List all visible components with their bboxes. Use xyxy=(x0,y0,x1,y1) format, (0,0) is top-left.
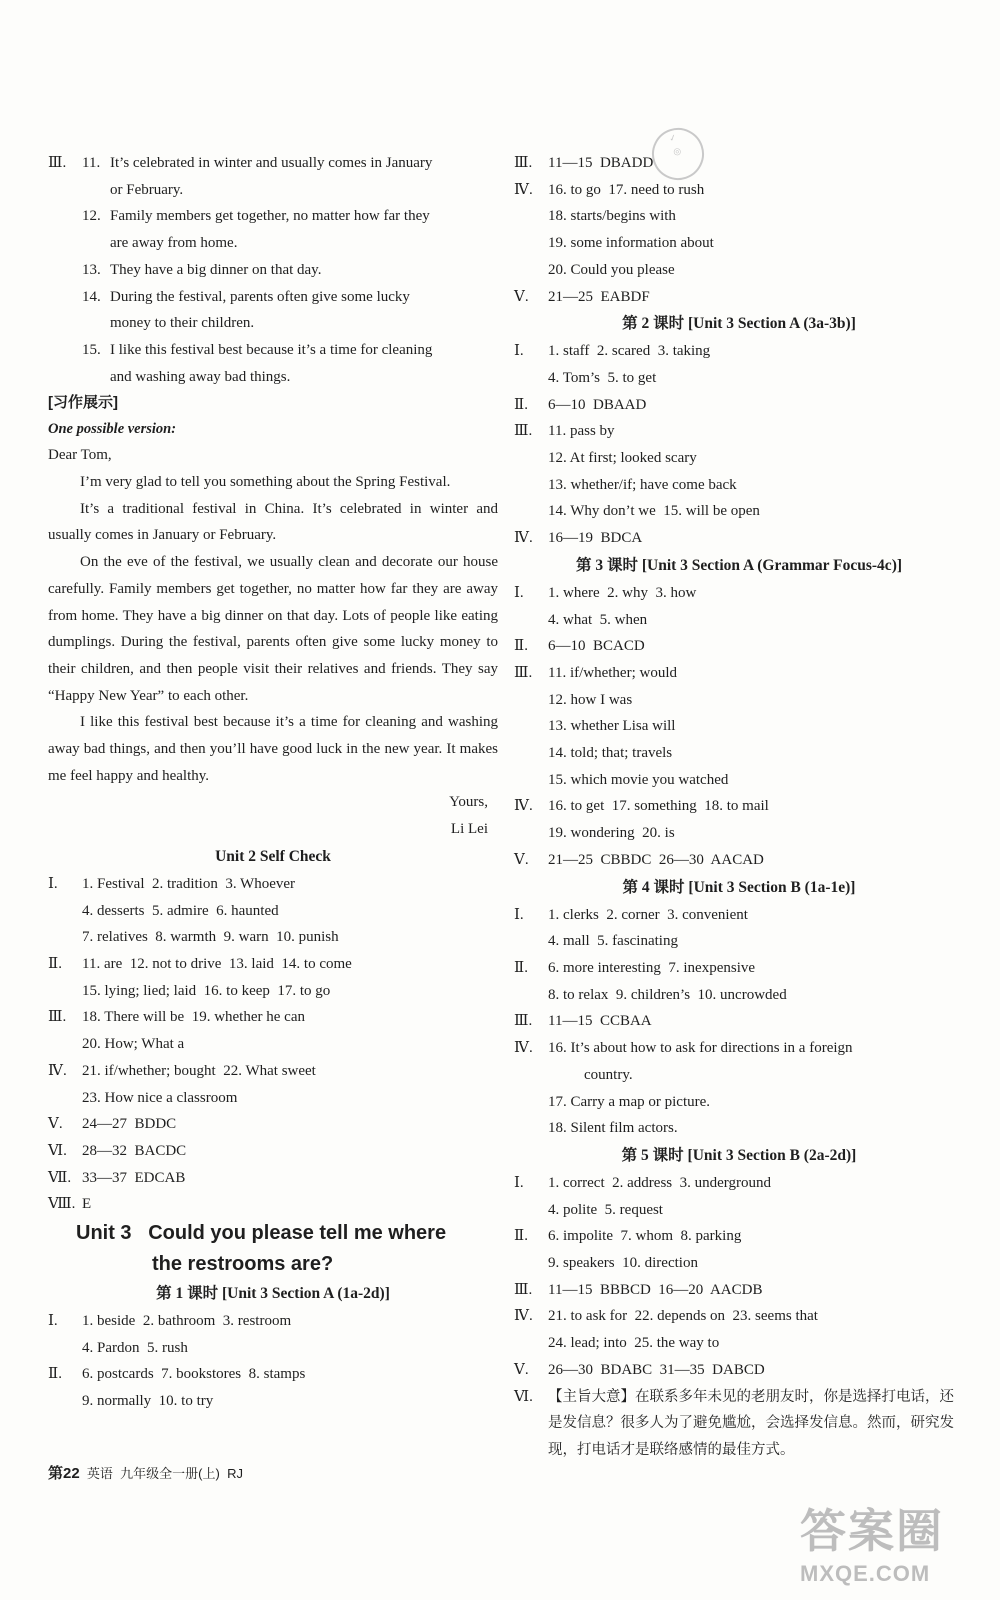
section-3-answers: Ⅲ. 11. It’s celebrated in winter and usually comes in January or February. 12. Family members get together, no matter how far they are away from home. 13. They have a big dinner on that day. 14. During the festival, parents often give some lucky money to their children. 15. I like this festival best because it’s a time for cleaning and washing away bad things. xyxy=(48,150,498,390)
letter-signature: Li Lei xyxy=(450,821,488,838)
left-column xyxy=(48,150,498,1415)
lesson-2-answers: Ⅰ. 1. staff 2. scared 3. taking 4. Tom’s 5. to get Ⅱ. 6—10 DBAAD Ⅲ. 11. pass by 12. At first; looked scary 13. whether/if; have come back 14. Why don’t we 15. will be open Ⅳ. 16—19 BDCA xyxy=(514,343,760,547)
unit-3-title: Unit 3 Could you please tell me where the restrooms are? xyxy=(76,1222,447,1276)
lesson-3-answers: Ⅰ. 1. where 2. why 3. how 4. what 5. when Ⅱ. 6—10 BCACD Ⅲ. 11. if/whether; would 12. how I was 13. whether Lisa will 14. told; that; travels 15. which movie you watched Ⅳ. 16. to get 17. something 18. to mail 19. wondering 20. is Ⅴ. 21—25 CBBDC 26—30 AACAD xyxy=(514,584,769,868)
letter-paragraph: On the eve of the festival, we usually clean and decorate our house carefully. Family members get together, no matter how far they are away from home. They have a big dinner on that day. Lots of people like eating dumplings. During the festival, parents often give some lucky money to their children, and then people visit their relatives and friends. They say “Happy New Year” to each other. xyxy=(48,554,498,704)
watermark-logo: 答案圈 MXQE.COM xyxy=(800,1505,944,1586)
lesson-1-answers: Ⅰ. 1. beside 2. bathroom 3. restroom 4. Pardon 5. rush Ⅱ. 6. postcards 7. bookstores 8. stamps 9. normally 10. to try xyxy=(48,1313,306,1410)
seal-stamp-icon: ✓ ◎ xyxy=(645,121,711,187)
self-check-answers: Ⅰ. 1. Festival 2. tradition 3. Whoever 4. desserts 5. admire 6. haunted 7. relatives 8. warmth 9. warn 10. punish Ⅱ. 11. are 12. not to drive 13. laid 14. to come 15. lying; lied; laid 16. to keep 17. to go Ⅲ. 18. There will be 19. whether he can 20. How; What a Ⅳ. 21. if/whether; bought 22. What sweet 23. How nice a classroom Ⅴ. 24—27 BDDC Ⅵ. 28—32 BACDC Ⅶ. 33—37 EDCAB Ⅷ. E xyxy=(48,875,352,1213)
lesson-3-title: 第 3 课时 [Unit 3 Section A (Grammar Focus-4c)] xyxy=(575,556,903,574)
lesson-5-answers: Ⅰ. 1. correct 2. address 3. underground 4. polite 5. request Ⅱ. 6. impolite 7. whom 8. parking 9. speakers 10. direction Ⅲ. 11—15 BBBCD 16—20 AACDB Ⅳ. 21. to ask for 22. depends on 23. seems that 24. lead; into 25. the way to Ⅴ. 26—30 BDABC 31—35 DABCD Ⅵ. 【主旨大意】在联系多年未见的老朋友时，你是选择打电话，还是发信息？很多人为了避免尴尬，会选择发信息。然而，研究发现，打电话才是联络感情的最佳方式。 xyxy=(514,1170,964,1463)
lesson-2-title: 第 2 课时 [Unit 3 Section A (3a-3b)] xyxy=(622,315,856,333)
page-footer: 第22 英语 九年级全一册(上) RJ xyxy=(48,1465,243,1482)
lesson-1-answers-continued: Ⅲ. 11—15 DBADD Ⅳ. 16. to go 17. need to rush 18. starts/begins with 19. some information about 20. Could you please Ⅴ. 21—25 EABDF xyxy=(514,155,714,305)
page-number: 第22 xyxy=(48,1465,80,1482)
lesson-1-title: 第 1 课时 [Unit 3 Section A (1a-2d)] xyxy=(156,1285,390,1303)
lesson-4-answers: Ⅰ. 1. clerks 2. corner 3. convenient 4. mall 5. fascinating Ⅱ. 6. more interesting 7. inexpensive 8. to relax 9. children’s 10. uncrowded Ⅲ. 11—15 CCBAA Ⅳ. 16. It’s about how to ask for directions in a foreign country. 17. Carry a map or picture. 18. Silent film actors. xyxy=(514,906,853,1137)
letter-paragraph: I like this festival best because it’s a time for cleaning and washing away bad things, and then you’ll have good luck in the new year. It makes me feel happy and healthy. xyxy=(48,714,498,784)
letter-greeting: Dear Tom, xyxy=(48,447,112,464)
section-label: Ⅲ. xyxy=(48,155,67,171)
main-idea-text: 【主旨大意】在联系多年未见的老朋友时，你是选择打电话，还是发信息？很多人为了避免尴尬，会选择发信息。然而，研究发现，打电话才是联络感情的最佳方式。 xyxy=(548,1388,954,1458)
lesson-4-title: 第 4 课时 [Unit 3 Section B (1a-1e)] xyxy=(622,878,856,896)
right-column xyxy=(514,150,964,1463)
self-check-title: Unit 2 Self Check xyxy=(215,847,331,865)
lesson-5-title: 第 5 课时 [Unit 3 Section B (2a-2d)] xyxy=(621,1146,857,1164)
letter-paragraph: It’s a traditional festival in China. It’s celebrated in winter and usually comes in January or February. xyxy=(48,500,498,544)
letter-paragraph: I’m very glad to tell you something about the Spring Festival. xyxy=(80,474,451,491)
letter-closing: Yours, xyxy=(449,794,488,811)
writing-section-title: [习作展示] xyxy=(48,394,118,412)
possible-version-label: One possible version: xyxy=(48,421,177,438)
